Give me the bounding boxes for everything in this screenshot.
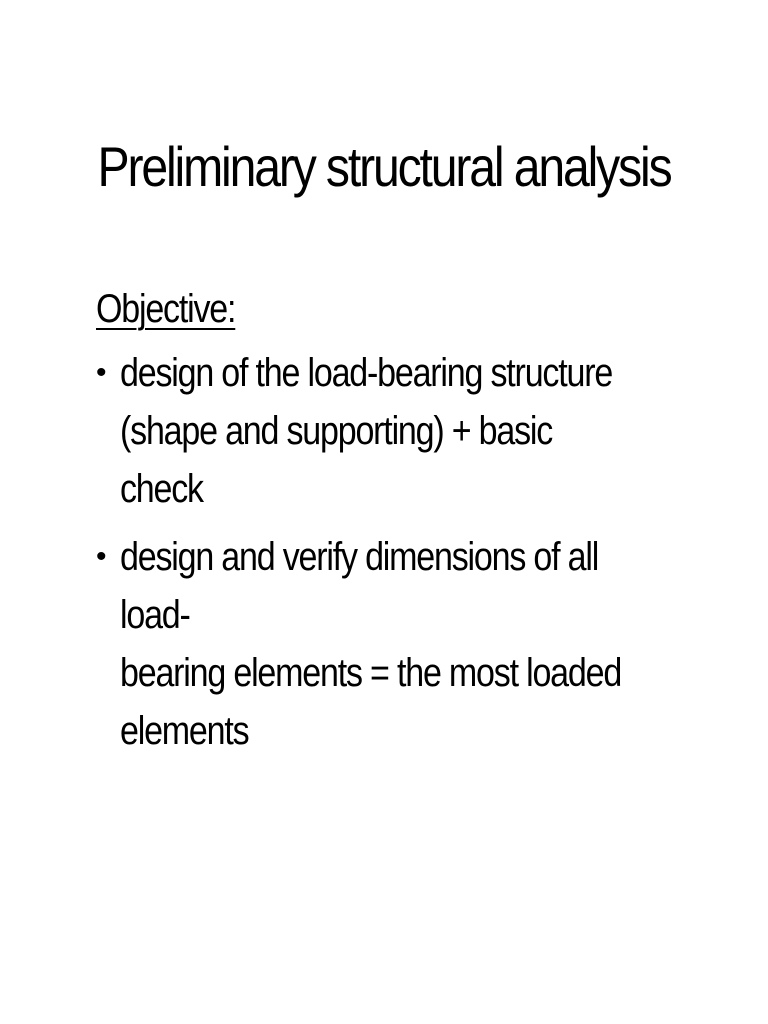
bullet-list [96,344,696,760]
bullet-marker: • [96,356,106,389]
bullet-text: design and verify dimensions of all load- bearing elements = the most loaded elements [120,535,622,753]
objective-heading: Objective: [96,287,236,331]
bullet-item [96,344,696,518]
bullet-text: design of the load-bearing structure (shape and supporting) + basic check [120,351,613,511]
slide-title: Preliminary structural analysis [97,135,671,198]
bullet-item [96,528,696,760]
slide-content [96,280,696,770]
bullet-marker: • [96,540,106,573]
